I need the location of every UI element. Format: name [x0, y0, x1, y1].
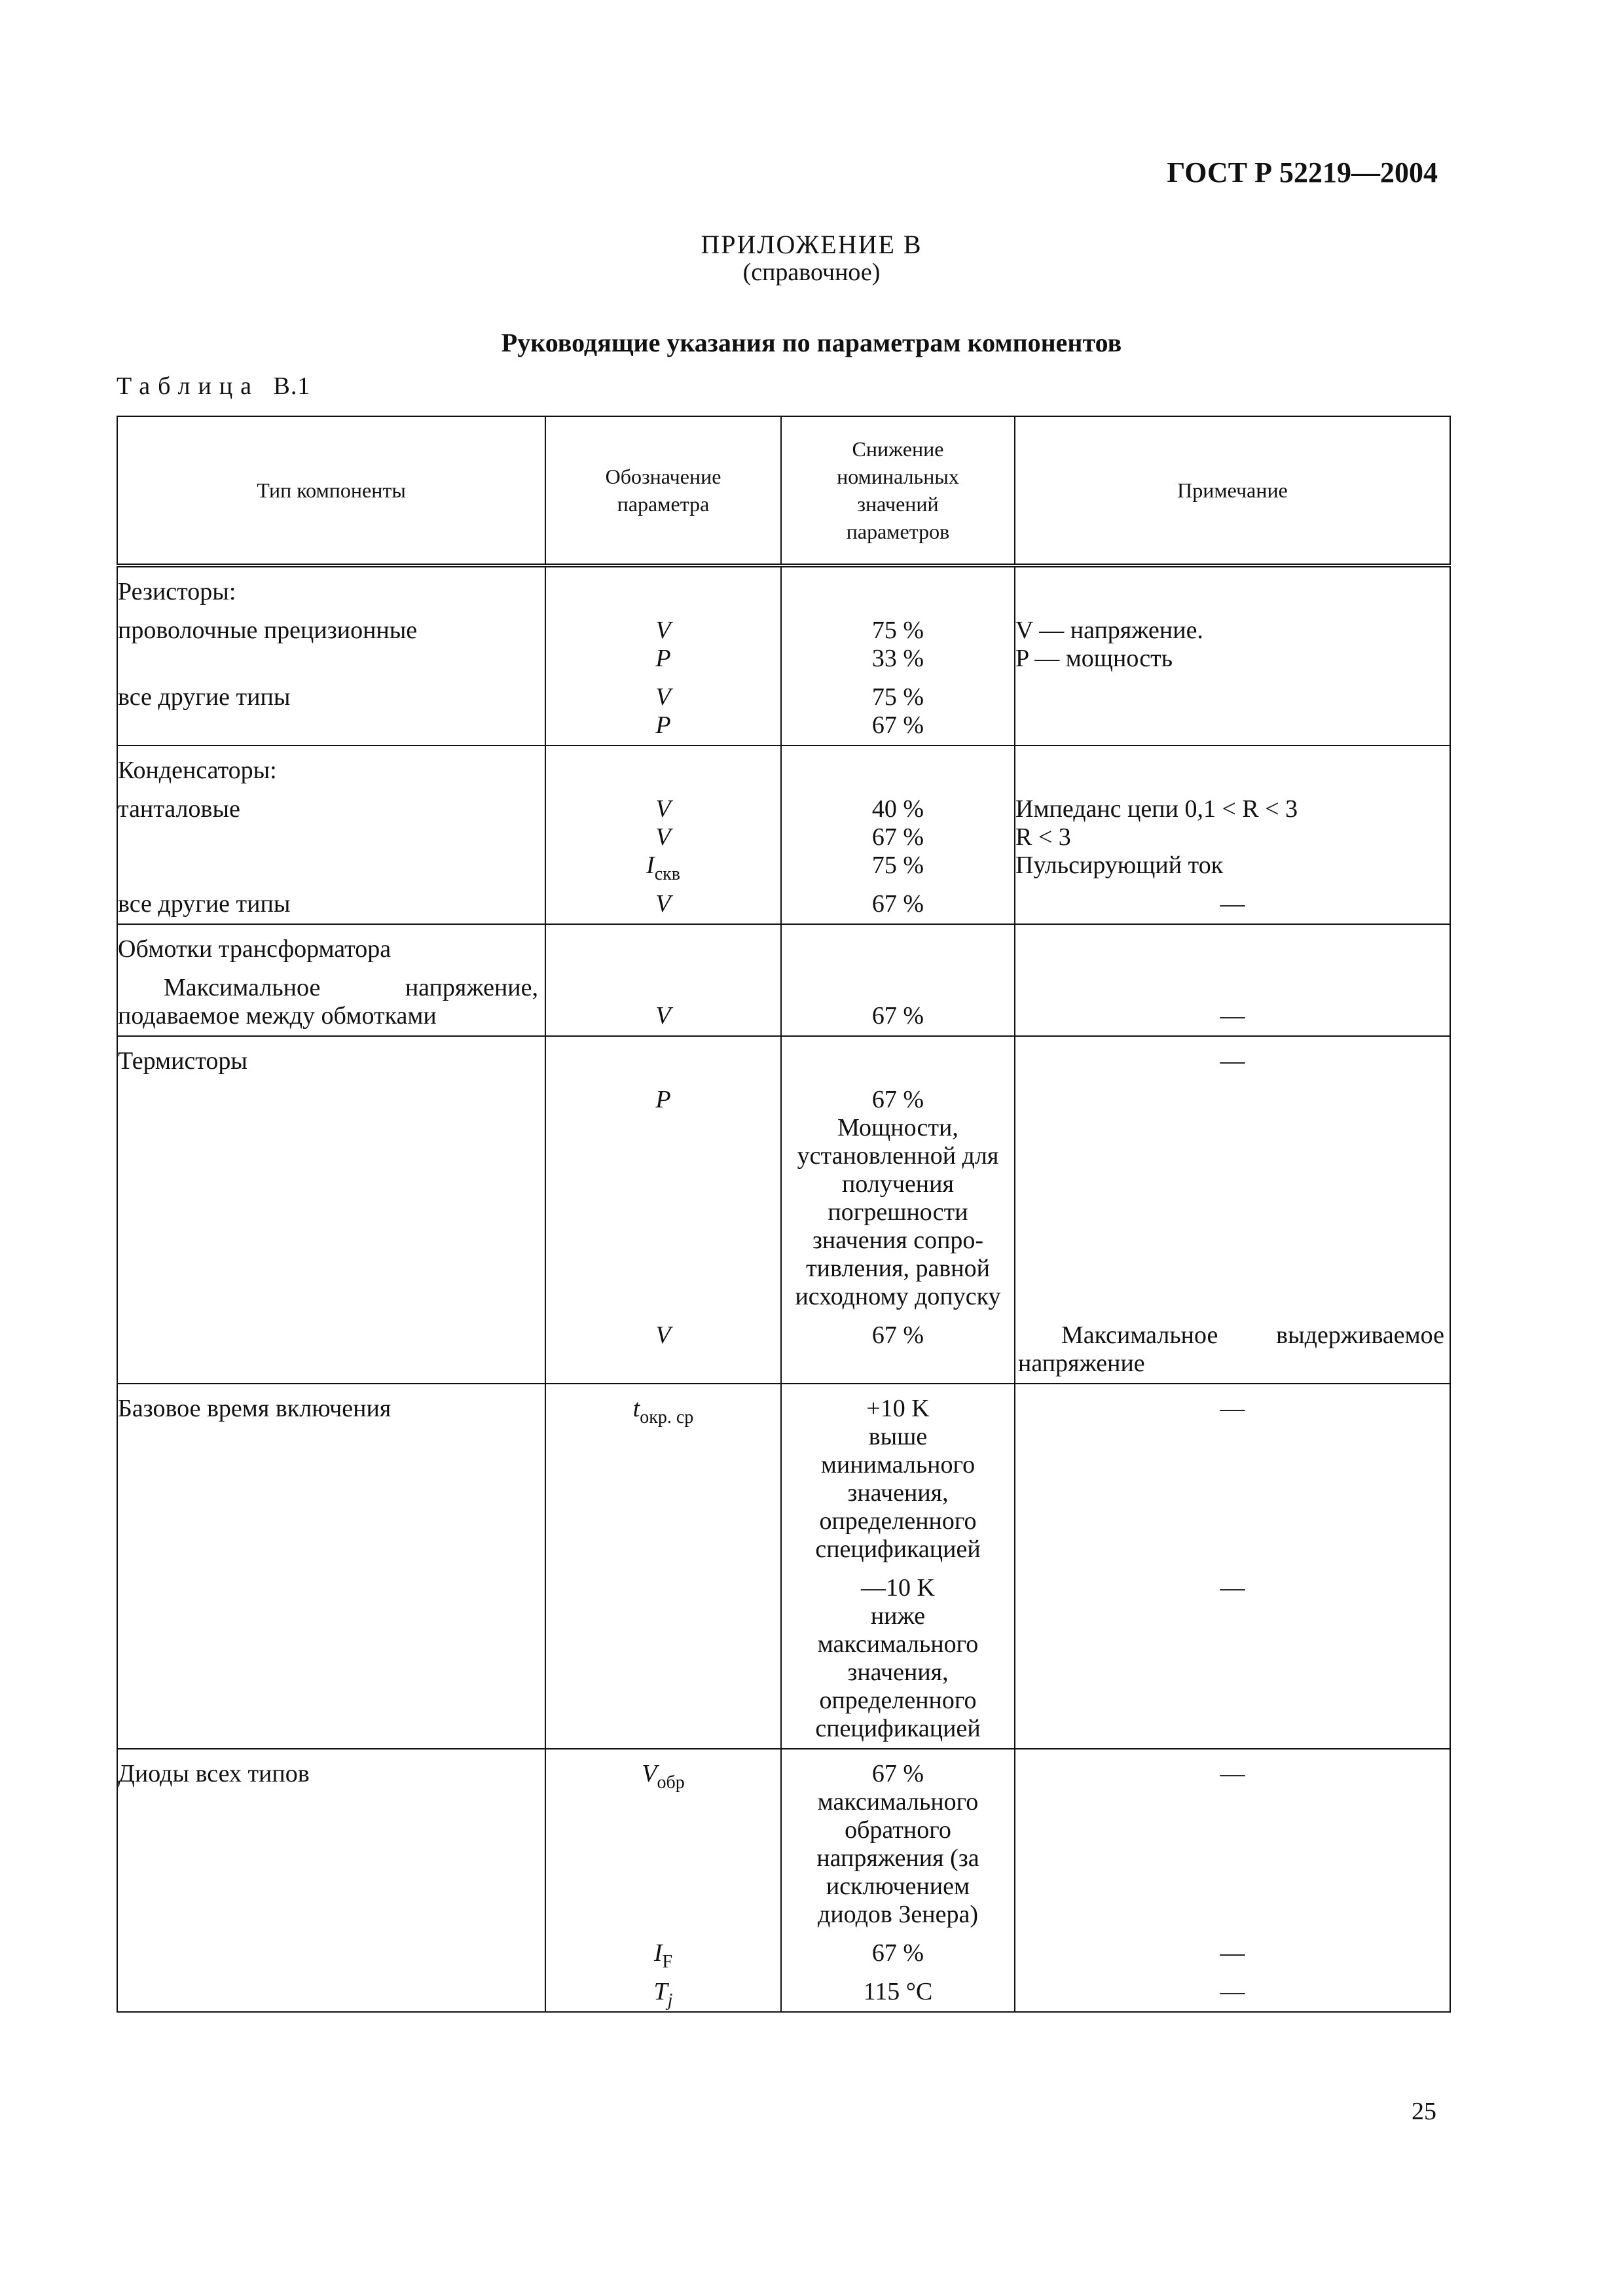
derating-value: 67 % Мощности, установленной для получения погрешности значения сопро-тивления, равной исходному допуску: [781, 1075, 1015, 1311]
note: —: [1015, 1967, 1450, 2012]
note: —: [1015, 1929, 1450, 1967]
group-resistors: [117, 565, 1450, 745]
table-row: [117, 1564, 1450, 1749]
group-capacitors: [117, 745, 1450, 924]
table-row: [117, 1749, 1450, 1929]
header-derating-text: Снижение номинальных значений параметров: [837, 437, 959, 543]
table-row: [117, 1929, 1450, 1967]
note: V — напряжение. P — мощность: [1015, 606, 1450, 673]
group-title-capacitors: Конденсаторы:: [117, 745, 545, 785]
param-symbol: V: [545, 880, 781, 924]
derating-value: +10 K выше минимального значения, определенного спецификацией: [781, 1384, 1015, 1564]
derating-value: —10 K ниже максимального значения, определенного спецификацией: [781, 1564, 1015, 1749]
group-thermistors: [117, 1036, 1450, 1384]
component-name: все другие типы: [117, 673, 545, 745]
table-row: [117, 963, 1450, 1036]
note: Импеданс цепи 0,1 < R < 3 R < 3 Пульсирующий ток: [1015, 785, 1450, 880]
table-row: [117, 1384, 1450, 1564]
param-symbol: V V $I_{скв}$: [545, 785, 781, 880]
group-turn-on: [117, 1384, 1450, 1749]
appendix-subtitle: (справочное): [742, 259, 881, 286]
note: —: [1015, 880, 1450, 924]
derating-value: 67 % максимального обратного напряжения (за исключением диодов Зенера): [781, 1749, 1015, 1929]
component-name: проволочные прецизионные: [117, 606, 545, 673]
note: —: [1015, 1384, 1450, 1564]
table-row: [117, 745, 1450, 785]
header-parameter-symbol-text: Обозначение параметра: [605, 465, 721, 516]
derating-value: 40 % 67 % 75 %: [781, 785, 1015, 880]
header-note: Примечание: [1015, 416, 1450, 565]
note: Максимальное выдерживаемое напряжение: [1015, 1311, 1450, 1384]
table-row: [117, 673, 1450, 745]
page-number: 25: [1412, 2098, 1436, 2125]
table-caption-word: Таблица: [117, 372, 260, 400]
component-name: все другие типы: [117, 880, 545, 924]
header-derating: [781, 416, 1015, 565]
derating-value: 115 °C: [781, 1967, 1015, 2012]
table-caption: [117, 372, 310, 401]
group-diodes: [117, 1749, 1450, 2012]
derating-value: 67 %: [781, 880, 1015, 924]
note: —: [1015, 1749, 1450, 1929]
group-title-thermistors: Термисторы: [117, 1036, 545, 1075]
component-name: танталовые: [117, 785, 545, 880]
table-row: [117, 1036, 1450, 1075]
param-symbol: $I_F$: [545, 1929, 781, 1967]
group-title-transformers: Обмотки трансформатора: [117, 924, 545, 963]
parameters-table: [117, 416, 1451, 2013]
component-name: Максимальное напряжение, подаваемое между обмотками: [117, 963, 545, 1036]
param-symbol: V P: [545, 606, 781, 673]
group-transformers: [117, 924, 1450, 1036]
table-row: [117, 924, 1450, 963]
param-symbol: V: [545, 1311, 781, 1384]
appendix-title: ПРИЛОЖЕНИЕ В: [701, 230, 922, 259]
param-symbol: P: [545, 1075, 781, 1311]
table-row: [117, 565, 1450, 606]
table-row: [117, 1075, 1450, 1311]
note: —: [1015, 963, 1450, 1036]
note: —: [1015, 1036, 1450, 1075]
note: —: [1015, 1564, 1450, 1749]
header-parameter-symbol: [545, 416, 781, 565]
gost-header: ГОСТ Р 52219—2004: [1167, 156, 1438, 188]
group-title-resistors: Резисторы:: [117, 565, 545, 606]
derating-value: 67 %: [781, 963, 1015, 1036]
table-caption-number: В.1: [273, 372, 311, 400]
param-symbol: V: [545, 963, 781, 1036]
group-title-turn-on: Базовое время включения: [117, 1384, 545, 1564]
derating-value: 67 %: [781, 1311, 1015, 1384]
table-row: [117, 785, 1450, 880]
table-row: [117, 880, 1450, 924]
document-title: Руководящие указания по параметрам компонентов: [501, 328, 1122, 357]
table-row: [117, 606, 1450, 673]
group-title-diodes: Диоды всех типов: [117, 1749, 545, 1929]
derating-value: 75 % 33 %: [781, 606, 1015, 673]
derating-value: 75 % 67 %: [781, 673, 1015, 745]
table-row: [117, 1311, 1450, 1384]
header-component-type: Тип компоненты: [117, 416, 545, 565]
param-symbol: $V_{обр}$: [545, 1749, 781, 1929]
param-symbol: $t_{окр. ср}$: [545, 1384, 781, 1564]
param-symbol: V P: [545, 673, 781, 745]
derating-value: 67 %: [781, 1929, 1015, 1967]
table-header-row: [117, 416, 1450, 565]
table-row: [117, 1967, 1450, 2012]
param-symbol: $T_j$: [545, 1967, 781, 2012]
